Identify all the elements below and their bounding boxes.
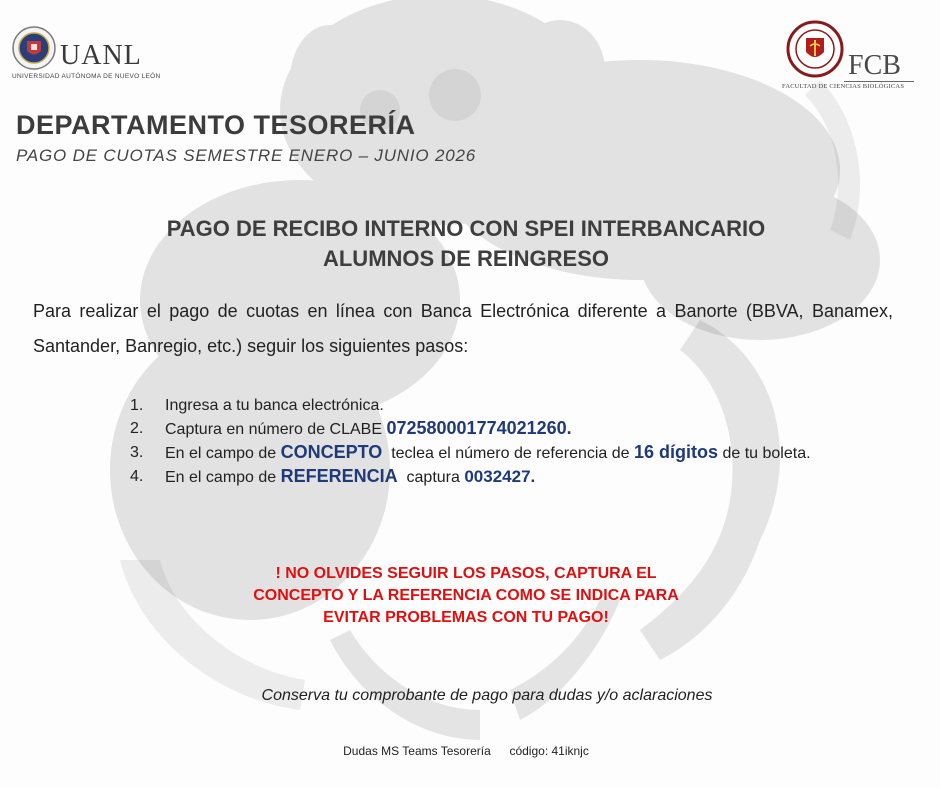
step-text: Captura en número de CLABE — [165, 421, 387, 438]
uanl-logo — [12, 26, 162, 86]
step-text: captura — [397, 469, 465, 486]
step-text: Ingresa a tu banca electrónica. — [165, 397, 384, 414]
uanl-logo-subtitle: UNIVERSIDAD AUTÓNOMA DE NUEVO LEÓN — [12, 73, 161, 80]
step-text: de tu boleta. — [718, 445, 811, 462]
step-number: 4. — [130, 468, 144, 485]
step-4 — [130, 465, 870, 489]
step-2 — [130, 417, 870, 441]
step-number: 3. — [130, 444, 144, 461]
department-title: DEPARTAMENTO TESORERÍA — [16, 110, 416, 140]
uanl-shield-icon — [12, 26, 56, 70]
step-text: En el campo de — [165, 469, 281, 486]
referencia-number: 0032427. — [464, 467, 536, 486]
digits-highlight: 16 dígitos — [634, 442, 719, 462]
referencia-highlight: REFERENCIA — [280, 466, 398, 486]
footer-contact — [0, 744, 932, 758]
step-number: 2. — [130, 420, 144, 437]
steps-list — [130, 394, 870, 489]
intro-paragraph: Para realizar el pago de cuotas en línea con Banca Electrónica diferente a Banorte (BBVA, Banamex, Santander, Banregio, etc.) seguir los siguientes pasos: — [33, 301, 893, 356]
step-text: teclea el número de referencia de — [382, 445, 635, 462]
fcb-seal-icon — [786, 20, 844, 78]
step-number: 1. — [130, 397, 144, 414]
concepto-highlight: CONCEPTO — [280, 442, 383, 462]
step-3 — [130, 441, 870, 465]
warning-line-1: ! NO OLVIDES SEGUIR LOS PASOS, CAPTURA EL — [275, 565, 657, 582]
department-subtitle: PAGO DE CUOTAS SEMESTRE ENERO – JUNIO 2026 — [16, 146, 476, 165]
step-text: En el campo de — [165, 445, 281, 462]
warning-line-2: CONCEPTO Y LA REFERENCIA COMO SE INDICA PARA — [253, 587, 679, 604]
fcb-logo-text: FCB — [848, 50, 901, 81]
warning-line-3: EVITAR PROBLEMAS CON TU PAGO! — [323, 609, 609, 626]
step-1 — [130, 394, 870, 417]
page-title-line-2: ALUMNOS DE REINGRESO — [322, 246, 610, 271]
teams-label: Dudas MS Teams Tesorería — [343, 744, 491, 758]
keep-receipt-note: Conserva tu comprobante de pago para dudas y/o aclaraciones — [261, 687, 713, 704]
teams-code: código: 41iknjc — [509, 744, 589, 758]
uanl-logo-text: UANL — [60, 40, 142, 71]
fcb-logo-subtitle: FACULTAD DE CIENCIAS BIOLÓGICAS — [782, 83, 905, 90]
fcb-logo-divider — [844, 81, 914, 82]
fcb-logo — [782, 20, 916, 94]
warning-notice — [0, 563, 932, 629]
page-title-line-1: PAGO DE RECIBO INTERNO CON SPEI INTERBANCARIO — [166, 216, 766, 241]
page-title — [0, 214, 932, 274]
clabe-number: 072580001774021260. — [386, 418, 572, 438]
